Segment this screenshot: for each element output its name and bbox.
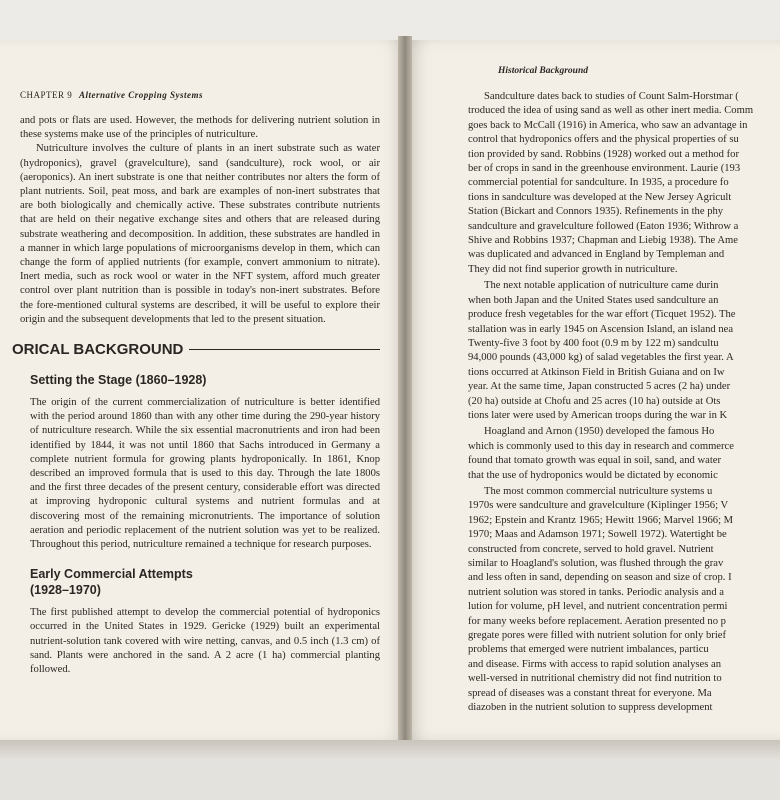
text-line: sandculture and gravelculture followed (Eaton 1936; Withrow a [468, 220, 739, 232]
text-line: goes back to McCall (1916) in America, who saw an advantage in [468, 119, 748, 131]
text-line: tions later were used by American troops during the war in K [468, 409, 728, 421]
text-line: commercial potential for sandculture. In 1935, a procedure fo [468, 177, 729, 189]
text-line: well-versed in nutritional chemistry did not find nutrition to [468, 673, 722, 685]
text-line: and disease. Firms with access to rapid solution analyses an [468, 658, 722, 670]
text-line: similar to Hoagland's solution, was flushed through the grav [468, 558, 724, 569]
chapter-number: CHAPTER 9 [20, 90, 73, 100]
text-line: 1962; Epstein and Krantz 1965; Hewitt 1966; Marvel 1966; M [468, 514, 734, 526]
text-line: tions occurred at Atkinson Field in British Guiana and on Iw [468, 366, 725, 378]
text-line: constructed from concrete, served to hold gravel. Nutrient [468, 543, 714, 555]
text-line: Twenty-five 3 foot by 400 foot (0.9 m by 122 m) sandcultu [468, 337, 719, 349]
text-line: when both Japan and the United States used sandculture an [468, 294, 719, 306]
left-running-head [20, 90, 380, 100]
text-line: problems that emerged were nutrient imbalances, particu [468, 644, 709, 656]
right-page [408, 40, 780, 740]
text-line: lution for volume, pH level, and nutrient concentration permi [468, 601, 728, 613]
text-line: 94,000 pounds (43,000 kg) of salad vegetables the first year. A [468, 352, 734, 364]
text-line: was duplicated and advanced in England by Templeman and [468, 249, 725, 261]
early-commercial-paragraph: The first published attempt to develop the commercial potential of hydroponics occurred in the United States in 1929. Gericke (1929) built an experimental nutrient-solution tank covered with wire netting, canvas, and 0.5 inch (1.3 cm) of sand. Plants were anchored in the sand. A 2 acre (1 ha) commercial planting followed. [30, 607, 380, 676]
section-heading [12, 341, 380, 358]
text-line: They did not find superior growth in nutriculture. [468, 263, 678, 275]
right-running-head: Historical Background [498, 66, 588, 76]
text-line: tion provided by sand. Robbins (1928) worked out a method for [468, 148, 739, 160]
text-line: nutrient solution was stored in tanks. Periodic analysis and a [468, 586, 724, 598]
text-line: and less often in sand, depending on season and size of crop. I [468, 572, 732, 584]
text-line: tions in sandculture was developed at the New Jersey Agricult [468, 191, 732, 203]
text-line: troduced the idea of using sand as well as other inert media. Comm [468, 105, 754, 117]
intro-paragraph-1: and pots or flats are used. However, the methods for delivering nutrient solution in these systems make use of the principles of nutriculture. [20, 115, 380, 141]
text-line: Sandculture dates back to studies of Count Salm-Horstmar ( [484, 91, 739, 102]
intro-paragraph-2: Nutriculture involves the culture of plants in an inert substrate such as water (hydroponics), gravel (gravelculture), sand (sandculture), rock wool, or air (aeroponics). An inert substrate is one that neither contributes nor alters the form of plant nutrients. Soil, peat moss, and bark are examples of non-inert substrates that are both biologically and chemically active. These substrates contribute nutrients that are held on their negative exchange sites and others that are released during substrate weathering and decomposition. In addition, these substrates are handled in a manner in which large populations of microorganisms develop in them, which can change the form of applied nutrients (for example, convert ammonium to nitrate). Inert media, such as rock wool or water in the NFT system, afford much greater control over plant nutrition than is possible in today's non-inert substrates. Before the fore-mentioned cultural systems are described, it will be useful to explore their origin and the subsequent developments that led to the present situation. [20, 143, 380, 325]
text-line: produce fresh vegetables for the war effort (Ticquet 1952). The [468, 309, 736, 321]
text-line: which is commonly used to this day in research and commerce [468, 440, 734, 452]
early-commercial-heading-line-2: (1928–1970) [30, 583, 101, 598]
early-commercial-heading-line-1: Early Commercial Attempts [30, 567, 193, 582]
text-line: Station (Bickart and Connors 1935). Refinements in the phy [468, 206, 724, 218]
section-heading-text: ORICAL BACKGROUND [12, 341, 184, 359]
text-line: ber of crops in sand in the greenhouse environment. Laurie (193 [468, 163, 741, 175]
text-line: Hoagland and Arnon (1950) developed the famous Ho [484, 426, 715, 438]
section-rule [189, 349, 380, 351]
text-line: found that tomato growth was equal in soil, sand, and water [468, 455, 722, 467]
right-page-text [468, 90, 780, 715]
subsection-heading-early-commercial [30, 566, 380, 598]
text-line: Shive and Robbins 1937; Chapman and Liebig 1938). The Ame [468, 235, 738, 247]
text-line: year. At the same time, Japan constructed 5 acres (2 ha) under [468, 381, 731, 393]
text-line: diazoben in the nutrient solution to suppress development [468, 702, 713, 714]
text-line: 1970s were sandculture and gravelculture (Kiplinger 1956; V [468, 500, 729, 512]
text-line: control that hydroponics offers and the physical properties of su [468, 134, 739, 146]
text-line: The next notable application of nutriculture came durin [484, 280, 719, 292]
setting-stage-paragraph: The origin of the current commercialization of nutriculture is better identified with the period around 1860 than with any other time during the 290-year history of nutriculture research. While the six essential macronutrients and iron had been identified by 1844, it was not until 1860 that Sachs introduced in Germany a complete nutrient formula for growing plants hydroponically. In 1861, Knop described an improved formula that is used to this day. Through the late 1800s and the first three decades of the present century, considerable effort was directed at improving hydroponic cultural systems and nutrient formulas and at discovering most of the remaining micronutrients. The importance of solution aeration and periodic replacement of the nutrient solution was yet to be realized. Throughout this period, nutriculture remained a technique for research purposes. [30, 397, 380, 551]
text-line: spread of diseases was a constant threat for everyone. Ma [468, 687, 712, 699]
text-line: for many weeks before replacement. Aeration presented no p [468, 615, 726, 627]
subsection-heading-setting-stage: Setting the Stage (1860–1928) [30, 373, 207, 388]
left-page-content [12, 40, 380, 677]
text-line: 1970; Maas and Adamson 1971; Sowell 1972). Watertight be [468, 529, 727, 541]
book-gutter [398, 36, 412, 746]
text-line: gregate pores were filled with nutrient solution for only brief [468, 630, 727, 642]
text-line: stallation was in early 1945 on Ascension Island, an island nea [468, 323, 734, 335]
text-line: that the use of hydroponics would be dictated by economic [468, 469, 718, 481]
left-page [0, 40, 402, 740]
text-line: The most common commercial nutriculture systems u [484, 485, 713, 497]
chapter-title: Alternative Cropping Systems [79, 90, 204, 100]
right-page-content [468, 40, 780, 715]
text-line: (20 ha) outside at Chofu and 25 acres (10 ha) outside at Ots [468, 395, 721, 407]
page-edge-shadow [0, 740, 780, 760]
